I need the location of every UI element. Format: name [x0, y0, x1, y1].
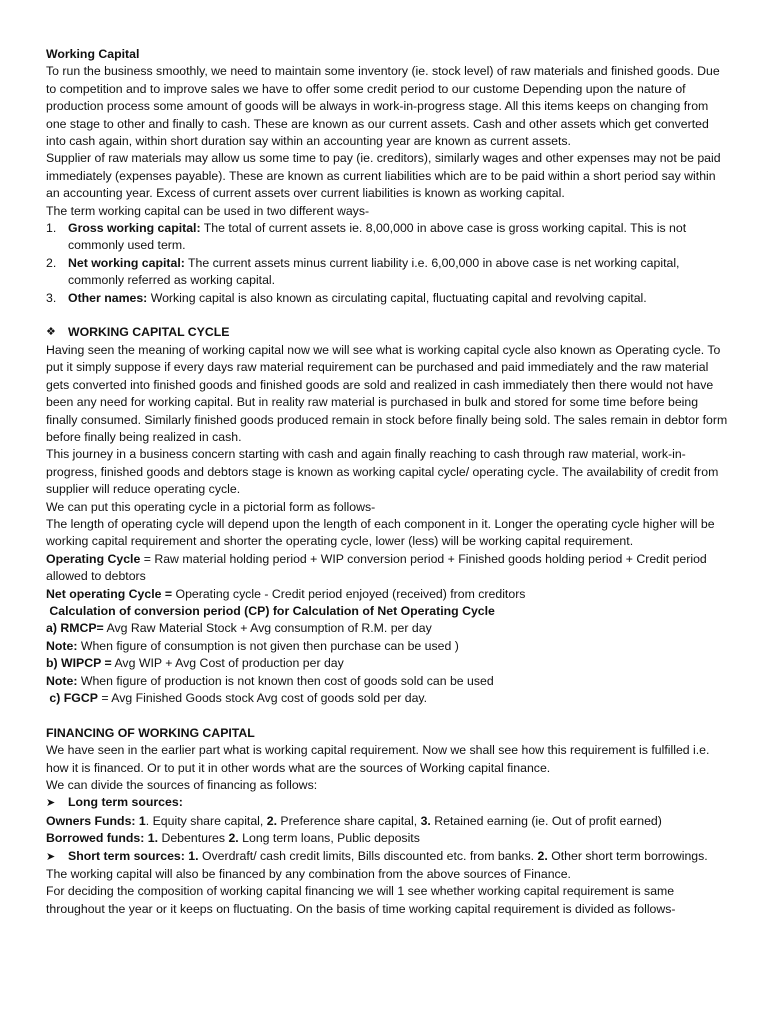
paragraph: The length of operating cycle will depend upon the length of each component in it. Longer the operating cycle higher will be working capital requirement and shorter the operating cycle, lower (less) will be working capital requirement. — [46, 516, 715, 549]
document-body — [46, 46, 730, 918]
paragraph: Supplier of raw materials may allow us some time to pay (ie. creditors), similarly wages and other expenses may not be paid immediately (expenses payable). These are known as current liabilities which are to be paid within a short period say within an accounting year. Excess of current assets over current liabilities is known as working capital. — [46, 151, 721, 201]
paragraph: We can put this operating cycle in a pictorial form as follows- — [46, 499, 376, 514]
working-capital-heading: Working Capital — [46, 47, 140, 61]
rmcp-formula: a) RMCP= Avg Raw Material Stock + Avg consumption of R.M. per day — [46, 621, 432, 636]
short-term-sources-item: ➤ Short term sources: 1. Overdraft/ cash credit limits, Bills discounted etc. from banks. 2. Other short term borrowings. — [46, 848, 730, 866]
list-text: The total of current assets ie. 8,00,000 in above case is gross working capital. This is not commonly used term. — [68, 221, 687, 253]
list-number: 2. — [46, 255, 57, 270]
list-text: The current assets minus current liability i.e. 6,00,000 in above case is net working capital, commonly referred as working capital. — [68, 255, 680, 288]
paragraph: For deciding the composition of working capital financing we will 1 see whether working capital requirement is same throughout the year or it keeps on fluctuating. On the basis of time working capital requirement is divided as follows- — [46, 884, 676, 916]
fgcp-formula: c) FGCP = Avg Finished Goods stock Avg cost of goods sold per day. — [46, 691, 428, 706]
list-text: Working capital is also known as circulating capital, fluctuating capital and revolving capital. — [147, 290, 647, 305]
owners-funds-line: Owners Funds: 1. Equity share capital, 2. Preference share capital, 3. Retained earning (ie. Out of profit earned) — [46, 813, 662, 828]
arrow-bullet-icon: ➤ — [46, 850, 56, 863]
operating-cycle-formula: Operating Cycle = Raw material holding period + WIP conversion period + Finished goods holding period + Credit period allowed to debtors — [46, 551, 707, 584]
numbered-list-item — [46, 255, 730, 290]
paragraph: The working capital will also be financed by any combination from the above sources of Finance. — [46, 867, 571, 882]
financing-heading: FINANCING OF WORKING CAPITAL — [46, 725, 255, 740]
list-number: 3. — [46, 290, 57, 305]
paragraph: We have seen in the earlier part what is working capital requirement. Now we shall see how this requirement is fulfilled i.e. how it is financed. Or to put it in other words what are the sources of Working capital finance. — [46, 743, 710, 775]
wipcp-formula: b) WIPCP = Avg WIP + Avg Cost of production per day — [46, 656, 344, 671]
working-capital-cycle-heading: ❖ WORKING CAPITAL CYCLE — [46, 324, 730, 341]
paragraph: This journey in a business concern starting with cash and again finally reaching to cash through raw material, work-in-progress, finished goods and debtors stage is known as working capital cycle/ operating cycle. The availability of credit from supplier will reduce operating cycle. — [46, 447, 719, 497]
net-operating-cycle-formula: Net operating Cycle = Operating cycle - Credit period enjoyed (received) from creditors — [46, 586, 526, 601]
borrowed-funds-line: Borrowed funds: 1. Debentures 2. Long term loans, Public deposits — [46, 831, 420, 846]
paragraph: To run the business smoothly, we need to maintain some inventory (ie. stock level) of raw materials and finished goods. Due to competition and to improve sales we have to offer some credit period to our custome Depending upon the nature of production process some amount of goods will be always in work-in-progress stage. All this items keeps on changing from one stage to other and finally to cash. These are known as our current assets. Cash and other assets which get converted into cash again, within short duration say within an accounting year are known as current assets. — [46, 64, 720, 149]
list-label: Gross working capital: — [68, 221, 201, 236]
list-label: Net working capital: — [68, 255, 185, 270]
list-label: Other names: — [68, 290, 148, 305]
paragraph: The term working capital can be used in two different ways- — [46, 203, 370, 218]
note: Note: When figure of production is not known then cost of goods sold can be used — [46, 673, 494, 688]
paragraph: Having seen the meaning of working capital now we will see what is working capital cycle also known as Operating cycle. To put it simply suppose if every days raw material requirement can be purchased and paid immediately and the raw material gets converted into finished goods and finished goods are sold and realized in cash immediately then there would not have been any need for working capital. But in reality raw material is purchased in bulk and stored for some time before being finally consumed. Similarly finished goods produced remain in stock before finally being sold. The sales remain in debtor form before finally being realized in cash. — [46, 342, 728, 444]
paragraph: We can divide the sources of financing as follows: — [46, 778, 318, 793]
conversion-period-heading: Calculation of conversion period (CP) for Calculation of Net Operating Cycle — [46, 603, 495, 618]
diamond-bullet-icon: ❖ — [46, 326, 56, 339]
arrow-bullet-icon: ➤ — [46, 797, 56, 810]
numbered-list-item — [46, 220, 730, 255]
long-term-sources-item: ➤ Long term sources: — [46, 794, 730, 812]
list-number: 1. — [46, 221, 57, 236]
note: Note: When figure of consumption is not given then purchase can be used ) — [46, 638, 459, 653]
numbered-list-item — [46, 290, 730, 307]
